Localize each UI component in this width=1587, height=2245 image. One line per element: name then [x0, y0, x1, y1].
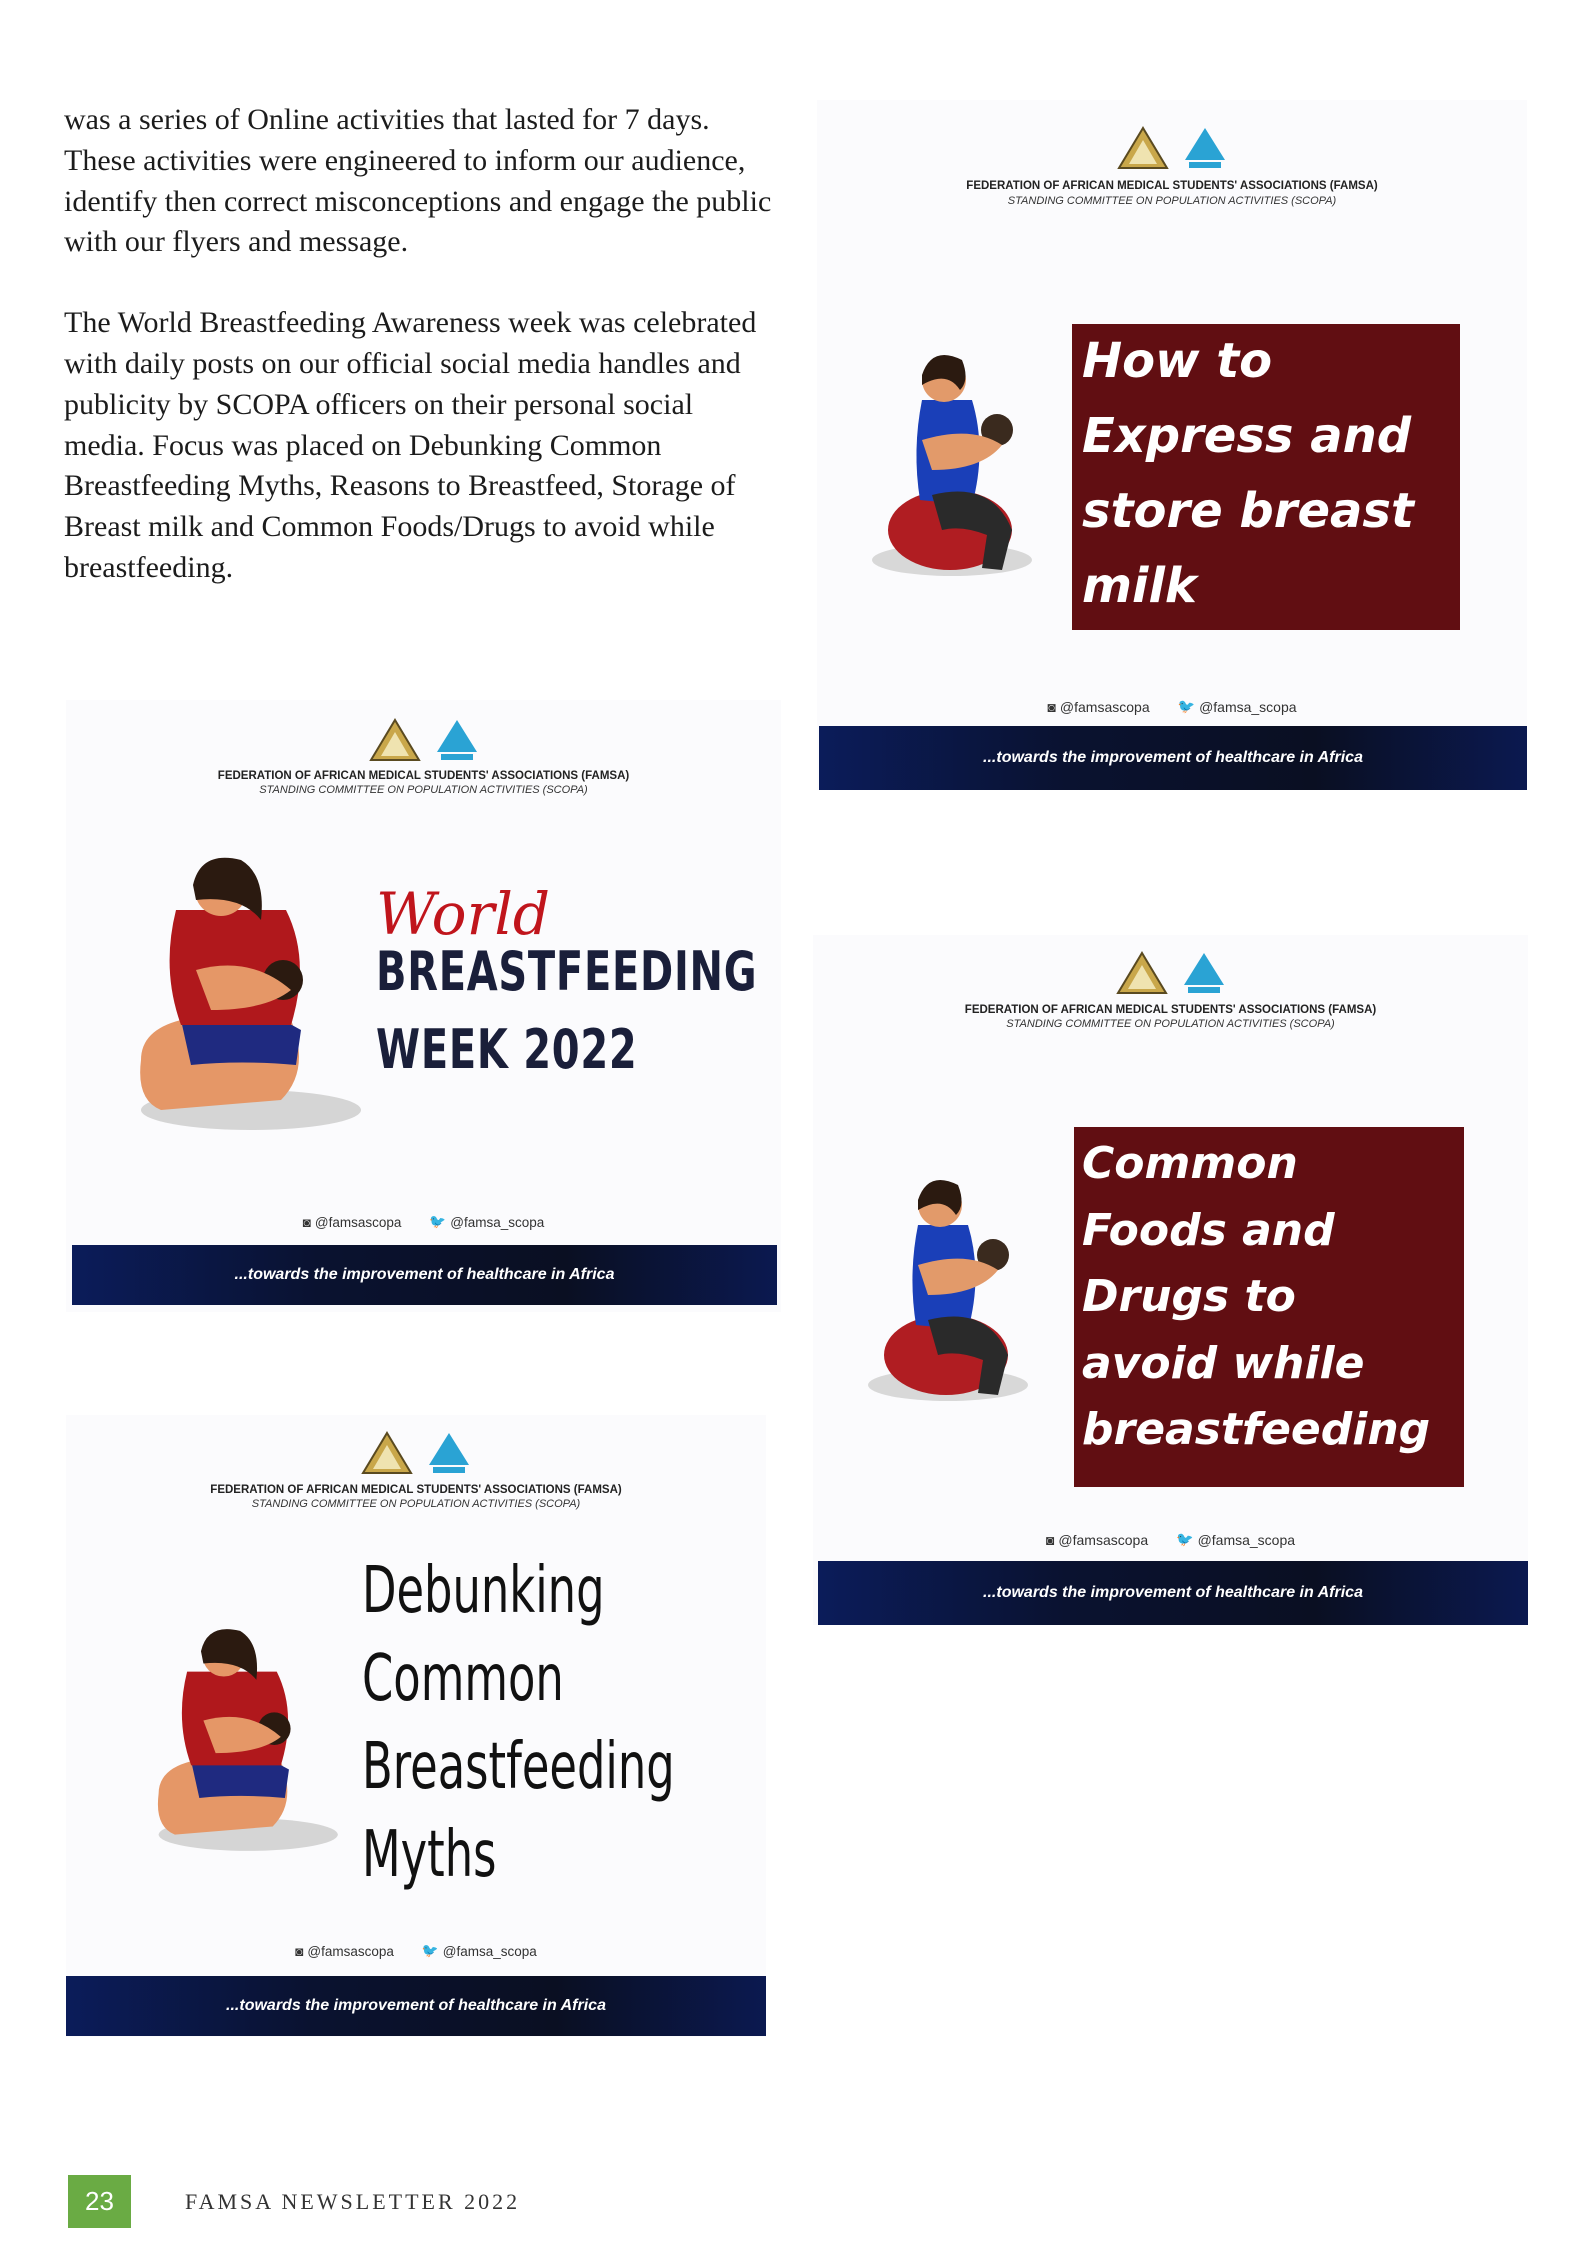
newsletter-title: FAMSA NEWSLETTER 2022	[185, 2189, 521, 2214]
title-line: Express and	[1082, 408, 1412, 464]
scopa-logo-icon	[427, 1431, 471, 1475]
famsa-logo-icon	[361, 1431, 413, 1475]
famsa-logos	[66, 718, 781, 762]
flyer-common-foods-drugs	[813, 935, 1528, 1625]
instagram-icon: ◙	[302, 1214, 311, 1230]
headline-line: Myths	[362, 1818, 497, 1892]
tagline-banner: ...towards the improvement of healthcare in Africa	[72, 1245, 777, 1305]
twitter-icon: 🐦	[429, 1214, 447, 1229]
org-name: FEDERATION OF AFRICAN MEDICAL STUDENTS' ASSOCIATIONS (FAMSA)	[964, 1004, 1377, 1016]
title-box	[1074, 1127, 1464, 1487]
famsa-logo-icon	[1116, 951, 1168, 995]
flyer-express-breast-milk	[817, 100, 1527, 790]
org-committee: STANDING COMMITTEE ON POPULATION ACTIVITIES (SCOPA)	[1006, 1018, 1335, 1030]
scopa-logo-icon	[1183, 126, 1227, 170]
scopa-logo-icon	[1182, 951, 1226, 995]
org-name: FEDERATION OF AFRICAN MEDICAL STUDENTS' ASSOCIATIONS (FAMSA)	[966, 180, 1378, 192]
flyer-debunking-myths	[66, 1415, 766, 2037]
title-line: store breast	[1082, 483, 1414, 539]
instagram-handle: ◙ @famsascopa	[1047, 698, 1150, 715]
famsa-logos	[66, 1431, 766, 1475]
instagram-icon: ◙	[1045, 1531, 1055, 1548]
intro-paragraph-1: was a series of Online activities that lasted for 7 days. These activities were engineered to inform our audience, identify then correct misconceptions and engage the public with our flyers and message.	[64, 103, 772, 259]
famsa-logos	[817, 126, 1527, 170]
twitter-handle: 🐦 @famsa_scopa	[421, 1943, 537, 1959]
twitter-handle: 🐦 @famsa_scopa	[429, 1214, 545, 1230]
famsa-logo-icon	[369, 718, 421, 762]
title-line: How to	[1082, 333, 1273, 389]
tagline-banner: ...towards the improvement of healthcare in Africa	[819, 726, 1527, 790]
instagram-handle: ◙ @famsascopa	[295, 1943, 394, 1959]
org-committee: STANDING COMMITTEE ON POPULATION ACTIVITIES (SCOPA)	[1007, 195, 1337, 207]
flyer-world-breastfeeding-week	[66, 700, 781, 1312]
social-handles	[813, 1531, 1528, 1548]
instagram-icon: ◙	[295, 1943, 304, 1959]
intro-paragraph-2: The World Breastfeeding Awareness week was celebrated with daily posts on our official social media handles and publicity by SCOPA officers on their personal social media. Focus was placed on Debunking Common Breastfeeding Myths, Reasons to Breastfeed, Storage of Breast milk and Common Foods/Drugs to avoid while breastfeeding.	[64, 306, 757, 584]
twitter-icon: 🐦	[421, 1943, 439, 1958]
mother-illustration	[858, 1155, 1048, 1435]
headline-line: Debunking	[362, 1554, 605, 1628]
tagline-banner: ...towards the improvement of healthcare in Africa	[818, 1561, 1528, 1625]
org-committee: STANDING COMMITTEE ON POPULATION ACTIVITIES (SCOPA)	[251, 1498, 581, 1510]
instagram-icon: ◙	[1047, 698, 1056, 715]
world-script: World	[376, 880, 550, 948]
twitter-icon: 🐦	[1176, 1531, 1194, 1547]
instagram-handle: ◙ @famsascopa	[302, 1214, 402, 1230]
social-handles	[66, 1214, 781, 1230]
twitter-handle: 🐦 @famsa_scopa	[1177, 698, 1297, 715]
instagram-handle: ◙ @famsascopa	[1045, 1531, 1149, 1548]
social-handles	[66, 1943, 766, 1959]
twitter-handle: 🐦 @famsa_scopa	[1176, 1531, 1296, 1548]
org-name: FEDERATION OF AFRICAN MEDICAL STUDENTS' ASSOCIATIONS (FAMSA)	[210, 1484, 622, 1496]
headline-line-1: BREASTFEEDING	[376, 940, 758, 1003]
mother-illustration	[101, 850, 371, 1150]
title-line: breastfeeding	[1082, 1404, 1431, 1455]
page-number-badge: 23	[68, 2175, 131, 2228]
intro-text	[64, 100, 774, 629]
title-line: milk	[1082, 558, 1197, 614]
title-line: avoid while	[1082, 1337, 1365, 1389]
title-line: Common	[1082, 1138, 1298, 1189]
title-box	[1072, 324, 1460, 630]
mother-illustration	[862, 330, 1052, 610]
tagline-banner: ...towards the improvement of healthcare in Africa	[66, 1976, 766, 2036]
headline-line: Common	[362, 1642, 564, 1716]
mother-illustration	[126, 1615, 346, 1875]
famsa-logo-icon	[1117, 126, 1169, 170]
org-committee: STANDING COMMITTEE ON POPULATION ACTIVITIES (SCOPA)	[259, 784, 588, 796]
social-handles	[817, 698, 1527, 715]
headline-line: Breastfeeding	[362, 1730, 675, 1804]
title-line: Drugs to	[1082, 1271, 1296, 1322]
title-line: Foods and	[1082, 1204, 1335, 1256]
headline	[362, 1547, 675, 1899]
twitter-icon: 🐦	[1177, 698, 1196, 714]
headline-line-2: WEEK 2022	[376, 1018, 638, 1081]
famsa-logos	[813, 951, 1528, 995]
scopa-logo-icon	[435, 718, 479, 762]
org-name: FEDERATION OF AFRICAN MEDICAL STUDENTS' ASSOCIATIONS (FAMSA)	[217, 770, 630, 782]
